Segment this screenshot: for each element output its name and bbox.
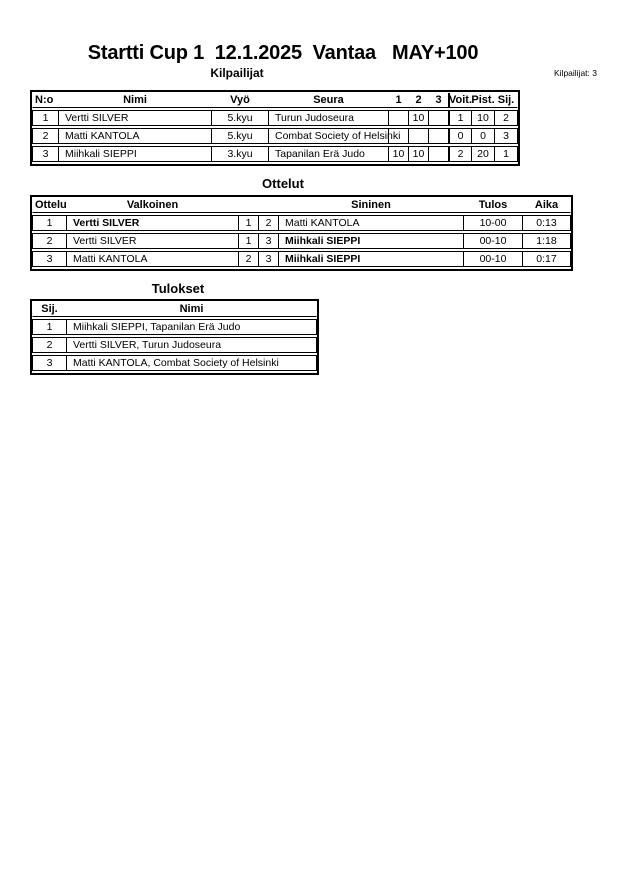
- header-wins: Voit.: [449, 93, 473, 106]
- competitor-row: [32, 128, 518, 144]
- cell-match-result: 10-00: [463, 216, 522, 230]
- cell-blue-player-number: 3: [258, 252, 278, 266]
- competitors-table-header-row: [32, 92, 518, 108]
- header-white: Valkoinen: [126, 198, 179, 211]
- cell-match-time: 1:18: [522, 234, 570, 248]
- cell-round3-points: [428, 129, 448, 143]
- cell-competitor-name: Miihkali SIEPPI: [58, 147, 211, 161]
- cell-result-name: Matti KANTOLA, Combat Society of Helsinki: [66, 356, 316, 370]
- page-title: Startti Cup 1 12.1.2025 Vantaa MAY+100: [87, 42, 479, 64]
- matches-table: [30, 195, 573, 271]
- cell-wins: 1: [448, 111, 471, 125]
- competitors-section-heading: Kilpailijat: [210, 66, 264, 80]
- results-table: [30, 299, 319, 375]
- competitors-count-label: Kilpailijat: 3: [554, 68, 597, 78]
- header-points: Pist.: [471, 93, 495, 106]
- cell-competitor-name: Vertti SILVER: [58, 111, 211, 125]
- cell-competitor-number: 1: [42, 111, 49, 124]
- header-result-name: Nimi: [179, 302, 204, 315]
- cell-belt-grade: 5.kyu: [211, 129, 268, 143]
- cell-match-number: 1: [46, 216, 53, 229]
- header-round-1: 1: [395, 93, 402, 106]
- cell-result-name: Vertti SILVER, Turun Judoseura: [66, 338, 316, 352]
- cell-belt-grade: 3.kyu: [211, 147, 268, 161]
- cell-blue-player-number: 3: [258, 234, 278, 248]
- cell-match-result: 00-10: [463, 234, 522, 248]
- cell-result-name: Miihkali SIEPPI, Tapanilan Erä Judo: [66, 320, 316, 334]
- results-section-heading: Tulokset: [151, 281, 205, 296]
- cell-match-number: 3: [46, 252, 53, 265]
- cell-points: 10: [471, 111, 494, 125]
- result-row: [32, 319, 317, 335]
- competitors-table: [30, 90, 520, 166]
- cell-club: Combat Society of Helsinki: [268, 129, 388, 143]
- cell-round2-points: 10: [408, 111, 428, 125]
- header-result: Tulos: [478, 198, 508, 211]
- competitor-row: [32, 146, 518, 162]
- match-row: [32, 233, 571, 249]
- cell-points: 20: [471, 147, 494, 161]
- cell-blue-player-number: 2: [258, 216, 278, 230]
- cell-club: Turun Judoseura: [268, 111, 388, 125]
- results-table-header-row: [32, 301, 317, 317]
- cell-place: 2: [494, 111, 517, 125]
- header-place: Sij.: [497, 93, 515, 106]
- cell-belt-grade: 5.kyu: [211, 111, 268, 125]
- cell-points: 0: [471, 129, 494, 143]
- cell-blue-player: Miihkali SIEPPI: [278, 234, 463, 248]
- cell-round2-points: [408, 129, 428, 143]
- cell-result-place: 3: [46, 356, 53, 369]
- header-match: Ottelu: [35, 198, 67, 211]
- cell-club: Tapanilan Erä Judo: [268, 147, 388, 161]
- matches-section-heading: Ottelut: [262, 176, 304, 191]
- header-time: Aika: [534, 198, 559, 211]
- cell-round2-points: 10: [408, 147, 428, 161]
- cell-blue-player: Miihkali SIEPPI: [278, 252, 463, 266]
- cell-place: 3: [494, 129, 517, 143]
- result-row: [32, 337, 317, 353]
- header-name: Nimi: [123, 93, 147, 106]
- cell-competitor-number: 2: [42, 129, 49, 142]
- matches-table-body: [32, 215, 571, 267]
- header-number-spacer: [238, 198, 278, 212]
- cell-round1-points: [388, 129, 408, 143]
- header-round-3: 3: [435, 93, 442, 106]
- cell-match-result: 00-10: [463, 252, 522, 266]
- competitor-row: [32, 110, 518, 126]
- match-row: [32, 215, 571, 231]
- header-belt: Vyö: [230, 93, 250, 106]
- cell-white-player: Vertti SILVER: [66, 216, 238, 230]
- cell-match-time: 0:17: [522, 252, 570, 266]
- cell-place: 1: [494, 147, 517, 161]
- cell-white-player-number: 1: [238, 234, 258, 248]
- results-table-body: [32, 319, 317, 371]
- cell-result-place: 1: [46, 320, 53, 333]
- cell-competitor-number: 3: [42, 147, 49, 160]
- header-result-place: Sij.: [41, 302, 58, 315]
- cell-competitor-name: Matti KANTOLA: [58, 129, 211, 143]
- cell-wins: 0: [448, 129, 471, 143]
- matches-table-header-row: [32, 197, 571, 213]
- result-row: [32, 355, 317, 371]
- cell-round3-points: [428, 111, 448, 125]
- cell-white-player-number: 2: [238, 252, 258, 266]
- header-blue: Sininen: [351, 198, 391, 211]
- cell-white-player: Vertti SILVER: [66, 234, 238, 248]
- cell-white-player: Matti KANTOLA: [66, 252, 238, 266]
- cell-match-time: 0:13: [522, 216, 570, 230]
- cell-round1-points: 10: [388, 147, 408, 161]
- cell-result-place: 2: [46, 338, 53, 351]
- cell-round1-points: [388, 111, 408, 125]
- cell-round3-points: [428, 147, 448, 161]
- cell-match-number: 2: [46, 234, 53, 247]
- competitors-table-body: [32, 110, 518, 162]
- cell-wins: 2: [448, 147, 471, 161]
- cell-blue-player: Matti KANTOLA: [278, 216, 463, 230]
- match-row: [32, 251, 571, 267]
- header-no: N:o: [35, 93, 54, 106]
- cell-white-player-number: 1: [238, 216, 258, 230]
- header-club: Seura: [313, 93, 344, 106]
- header-round-2: 2: [415, 93, 422, 106]
